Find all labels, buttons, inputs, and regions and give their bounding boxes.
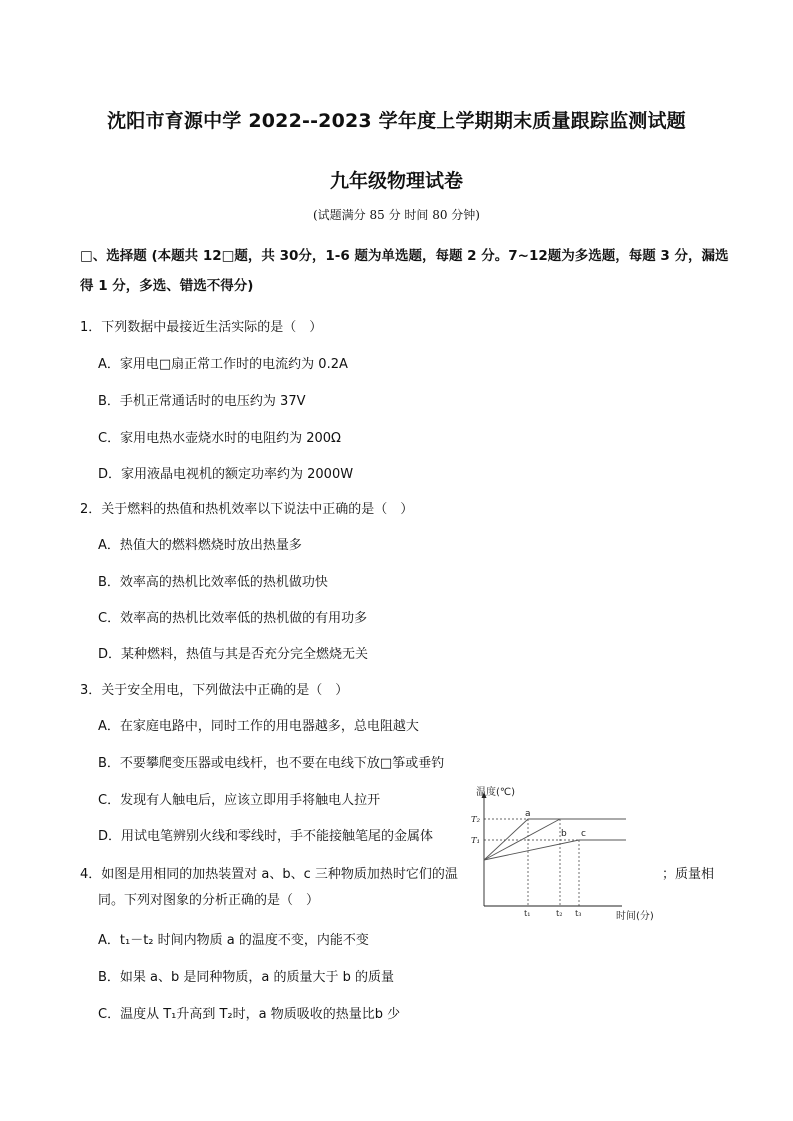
question-3-option-b: B．不要攀爬变压器或电线杆，也不要在电线下放□筝或垂钓	[98, 756, 445, 771]
question-1-option-b: B．手机正常通话时的电压约为 37V	[98, 394, 306, 409]
section-heading-line1: □、选择题 (本题共 12□题，共 30分，1-6 题为单选题，每题 2 分。7~12题为多选题，每题 3 分，漏选	[80, 248, 729, 264]
temperature-time-graph	[464, 784, 654, 926]
question-2-stem: 2．关于燃料的热值和热机效率以下说法中正确的是（ ）	[80, 502, 414, 517]
page-subtitle: 九年级物理试卷	[329, 170, 463, 192]
question-3-stem: 3．关于安全用电，下列做法中正确的是（ ）	[80, 683, 349, 698]
question-1-option-d: D．家用液晶电视机的额定功率约为 2000W	[98, 467, 354, 482]
x-tick-t1: t₁	[524, 909, 531, 918]
y-axis-label: 温度(℃)	[476, 787, 516, 798]
question-3-option-c: C．发现有人触电后，应该立即用手将触电人拉开	[98, 793, 381, 808]
question-4-stem-end: ；质量相	[662, 867, 715, 882]
x-tick-t2: t₂	[556, 909, 563, 918]
series-label-b: b	[561, 829, 567, 839]
x-axis-label: 时间(分)	[616, 911, 654, 922]
question-4-stem-line2: 同。下列对图象的分析正确的是（ ）	[98, 893, 320, 908]
question-4-option-b: B．如果 a、b 是同种物质，a 的质量大于 b 的质量	[98, 970, 395, 985]
y-tick-t2: T₂	[471, 815, 481, 825]
question-4-option-a: A．t₁－t₂ 时间内物质 a 的温度不变，内能不变	[98, 933, 369, 948]
question-3-option-a: A．在家庭电路中，同时工作的用电器越多，总电阻越大	[98, 719, 419, 734]
question-2-option-d: D．某种燃料，热值与其是否充分完全燃烧无关	[98, 647, 369, 662]
question-1-stem: 1．下列数据中最接近生活实际的是（ ）	[80, 320, 323, 335]
question-1-option-a: A．家用电□扇正常工作时的电流约为 0.2A	[98, 357, 348, 372]
x-tick-t3: t₃	[575, 909, 582, 918]
page-title: 沈阳市育源中学 2022--2023 学年度上学期期末质量跟踪监测试题	[107, 110, 686, 132]
section-heading-line2: 得 1 分，多选、错选不得分)	[80, 278, 254, 294]
exam-note: (试题满分 85 分 时间 80 分钟)	[313, 208, 480, 222]
question-2-option-b: B．效率高的热机比效率低的热机做功快	[98, 575, 328, 590]
series-label-c: c	[581, 829, 586, 839]
question-2-option-a: A．热值大的燃料燃烧时放出热量多	[98, 538, 302, 553]
y-tick-t1: T₁	[471, 836, 481, 846]
series-label-a: a	[525, 809, 531, 819]
question-4-stem: 4．如图是用相同的加热装置对 a、b、c 三种物质加热时它们的温	[80, 867, 458, 882]
question-2-option-c: C．效率高的热机比效率低的热机做的有用功多	[98, 611, 368, 626]
question-4-option-c: C．温度从 T₁升高到 T₂时，a 物质吸收的热量比b 少	[98, 1007, 401, 1022]
question-3-option-d: D．用试电笔辨别火线和零线时，手不能接触笔尾的金属体	[98, 829, 434, 844]
question-1-option-c: C．家用电热水壶烧水时的电阻约为 200Ω	[98, 431, 341, 446]
